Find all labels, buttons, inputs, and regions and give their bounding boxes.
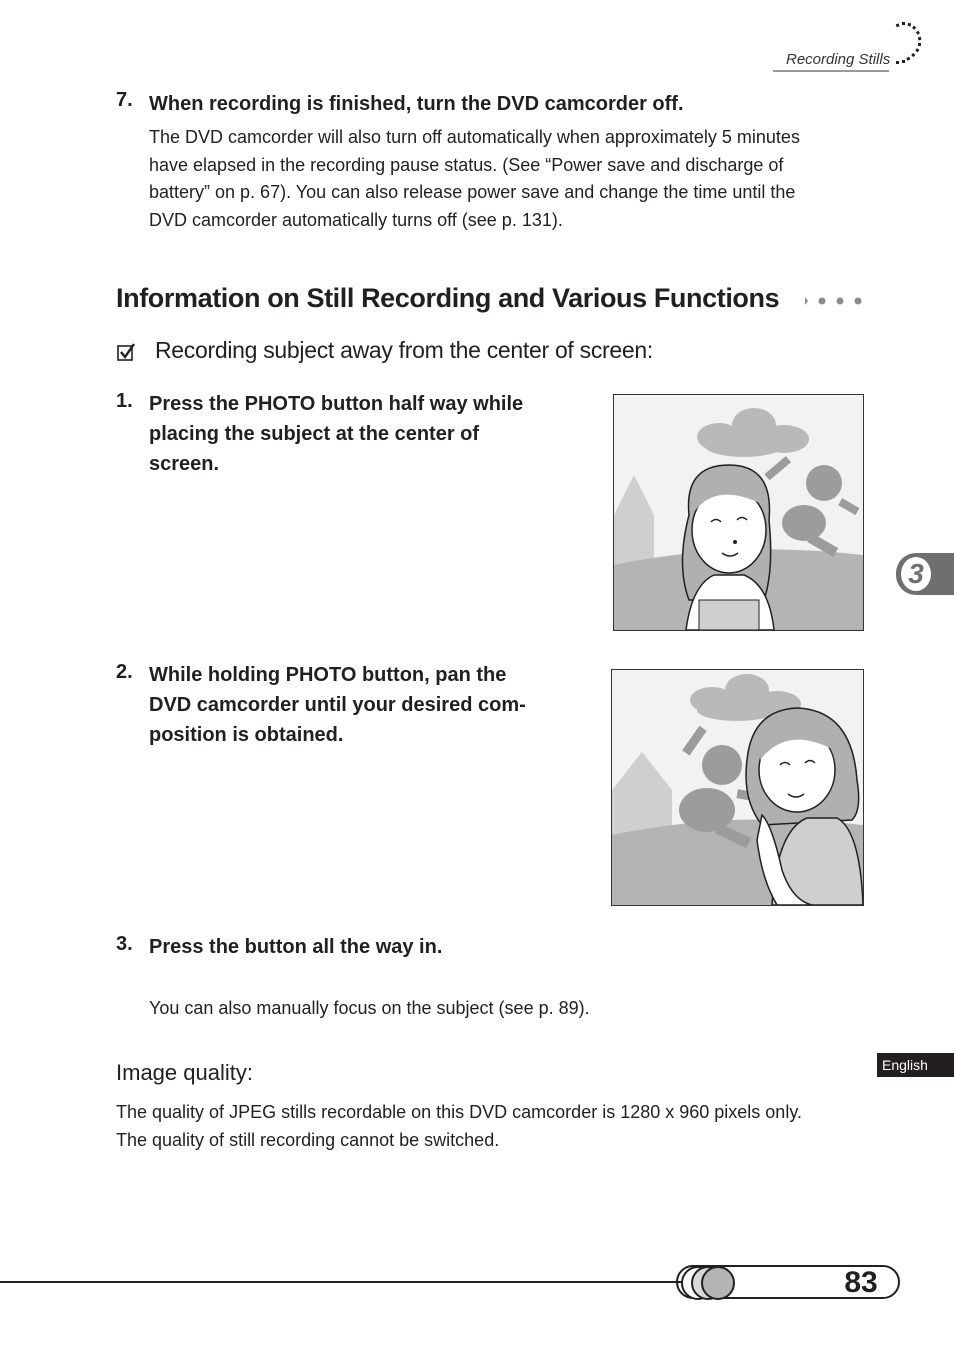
language-tab: English — [877, 1053, 954, 1077]
step-7-body-line: The DVD camcorder will also turn off automatically when approximately 5 minutes — [149, 127, 800, 147]
step-3-note: You can also manually focus on the subject (see p. 89). — [149, 998, 590, 1018]
image-quality-heading: Image quality: — [116, 1060, 253, 1085]
section-title-dots-icon — [802, 292, 872, 310]
step-1-line: Press the PHOTO button half way while — [149, 393, 524, 415]
footer-rule — [0, 1281, 690, 1283]
step-1-text — [149, 389, 589, 479]
header-dotted-arc-icon — [890, 20, 926, 72]
step-7-heading: When recording is finished, turn the DVD camcorder off. — [149, 93, 684, 115]
step-2-text — [149, 660, 589, 750]
page-number: 83 — [844, 1266, 878, 1299]
step-7-body-line: battery” on p. 67). You can also release power save and change the time until the — [149, 182, 796, 202]
step-2-number: 2. — [116, 661, 133, 683]
checkbox-icon — [117, 343, 135, 361]
step-1-line: placing the subject at the center of — [149, 423, 480, 445]
step-7-body-line: DVD camcorder automatically turns off (see p. 131). — [149, 209, 563, 230]
image-quality-body — [116, 1099, 886, 1154]
image-quality-line: The quality of JPEG stills recordable on this DVD camcorder is 1280 x 960 pixels only. — [116, 1102, 802, 1122]
subsection-heading: Recording subject away from the center of screen: — [155, 337, 653, 363]
step-7-number: 7. — [116, 89, 133, 111]
step-1-number: 1. — [116, 390, 133, 412]
step-1-line: screen. — [149, 453, 220, 475]
step-7-body — [149, 124, 879, 234]
section-title: Information on Still Recording and Various Functions — [116, 283, 780, 313]
image-quality-line: The quality of still recording cannot be switched. — [116, 1129, 500, 1150]
step-3-number: 3. — [116, 933, 133, 955]
step-2-line: DVD camcorder until your desired com- — [149, 694, 526, 716]
running-header-section: Recording Stills — [786, 51, 891, 68]
illustration-subject-centered — [613, 394, 864, 631]
step-7-body-line: have elapsed in the recording pause status. (See “Power save and discharge of — [149, 154, 784, 175]
illustration-subject-off-center — [611, 669, 864, 906]
running-header-rule — [773, 70, 889, 72]
step-2-line: While holding PHOTO button, pan the — [149, 664, 507, 686]
chapter-tab-number: 3 — [901, 557, 931, 591]
step-3-heading: Press the button all the way in. — [149, 936, 443, 958]
footer-circles-icon — [678, 1265, 740, 1301]
step-2-line: position is obtained. — [149, 724, 344, 746]
